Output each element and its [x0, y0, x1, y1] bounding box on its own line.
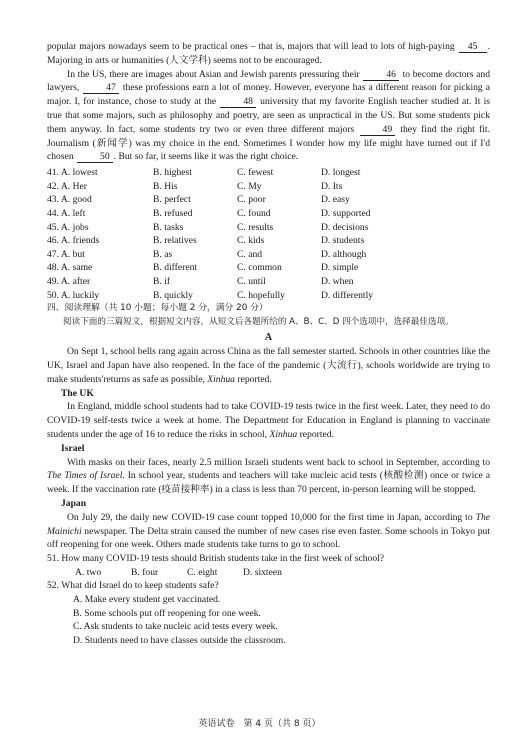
option-a: A. two — [75, 566, 102, 578]
option-row: 49. A. after B. if C. until D. when — [47, 275, 354, 287]
paragraph-uk: In England, middle school students had to take COVID-19 tests twice in the first week. Later, they need to do COVID-19 self-tests twice a week at home. The Department for Education in England is planning to vaccinate students under the age of 16 to reduce the risks in school, Xinhua reported. — [47, 401, 490, 441]
cloze-text: . But so far, it seems like it was the right choice. — [113, 151, 299, 163]
option-row: 48. A. same B. different C. common D. simple — [47, 262, 359, 274]
blank-47: 47 — [83, 83, 119, 94]
blank-50: 50 — [77, 152, 113, 163]
option-row: 45. A. jobs B. tasks C. results D. decisions — [47, 221, 369, 233]
blank-45: 45 — [459, 42, 487, 53]
blank-46: 46 — [363, 70, 399, 81]
cloze-text: they find the right fit. Journalism (新闻学) was my choice in the end. Sometimes I wonder how my life might have turned out if I'd chosen — [47, 123, 490, 163]
passage-intro: On Sept 1, school bells rang again across China as the fall semester started. Schools in other countries like the UK, Israel and Japan have also reopened. In the face of the pandemic (大流行), schools worldwide are trying to make students'returns as safe as possible, Xinhua reported. — [47, 346, 490, 385]
section-title: 四、阅读理解（共 10 小题；每小题 2 分，满分 20 分） — [47, 303, 268, 314]
blank-48: 48 — [220, 97, 256, 108]
question-51-options — [47, 566, 490, 580]
heading-israel: Israel — [61, 442, 85, 454]
option-row: 47. A. but B. as C. and D. although — [47, 248, 367, 260]
option-c: C. Ask students to take nucleic acid tests every week. — [73, 621, 278, 633]
option-row: 41. A. lowest B. highest C. fewest D. longest — [47, 167, 361, 179]
option-d: D. sixteen — [243, 566, 282, 578]
option-b: B. Some schools put off reopening for one week. — [73, 607, 261, 619]
paragraph-israel: With masks on their faces, nearly 2.5 million Israeli students went back to school in September, according to The Times of Israel. In school year, students and teachers will take nucleic acid tests (核酸检测) once or twice a week. If the vaccination rate (疫苗接种率) in a class is less than 70 percent, in-person learning will be stopped. — [47, 456, 490, 496]
cloze-text: . Majoring in arts or humanities (人文学科) seems not to be encouraged. — [47, 41, 490, 66]
option-b: B. four — [131, 566, 159, 578]
exam-page — [47, 40, 490, 647]
question-51: 51. How many COVID-19 tests should British students take in the first week of school? — [47, 553, 385, 565]
option-c: C. eight — [187, 566, 218, 578]
heading-uk: The UK — [61, 387, 94, 399]
option-row: 43. A. good B. perfect C. poor D. easy — [47, 194, 350, 206]
cloze-text: to become doctors and lawyers, — [47, 68, 490, 94]
cloze-paragraph-1 — [47, 40, 490, 68]
section-instructions: 阅读下面的三篇短文，根据短文内容，从短文后各题所给的 A、B、C、D 四个选项中，选择最佳选项。 — [63, 316, 454, 327]
option-row: 44. A. left B. refused C. found D. supported — [47, 207, 371, 219]
question-52: 52. What did Israel do to keep students safe? — [47, 580, 219, 592]
blank-49: 49 — [360, 125, 396, 136]
cloze-text: university that my favorite English teacher studied at. It is true that some majors, such as philosophy and poetry, are seen as unpractical in the US. But some students pick them anyway. In fact, some students try two or even three different majors — [47, 96, 491, 135]
option-row: 46. A. friends B. relatives C. kids D. students — [47, 235, 365, 247]
option-row: 42. A. Her B. His C. My D. Its — [47, 180, 343, 192]
option-row: 50. A. luckily B. quickly C. hopefully D. differently — [47, 289, 374, 301]
cloze-paragraph-2 — [47, 68, 490, 165]
heading-japan: Japan — [61, 498, 87, 510]
paragraph-japan: On July 29, the daily new COVID-19 case count topped 10,000 for the first time in Japan, according to The Mainichi newspaper. The Delta strain caused the number of new cases rise even faster. Some schools in Tokyo put off reopening for one week. Others made students take turns to go to school. — [47, 511, 491, 551]
option-d: D. Students need to have classes outside the classroom. — [73, 634, 286, 646]
passage-label: A — [264, 332, 273, 344]
option-a: A. Make every student get vaccinated. — [73, 594, 221, 606]
cloze-options — [47, 166, 490, 302]
cloze-text: In the US, there are images about Asian and Jewish parents pressuring their — [67, 68, 360, 80]
page-footer: 英语试卷 第 4 页（共 8 页） — [198, 719, 321, 729]
cloze-text: these professions earn a lot of money. However, everyone has a different reason for picking a major. I, for instance, chose to study at the — [47, 82, 490, 108]
cloze-text: popular majors nowadays seem to be practical ones – that is, majors that will lead to lots of high-paying — [47, 41, 455, 52]
